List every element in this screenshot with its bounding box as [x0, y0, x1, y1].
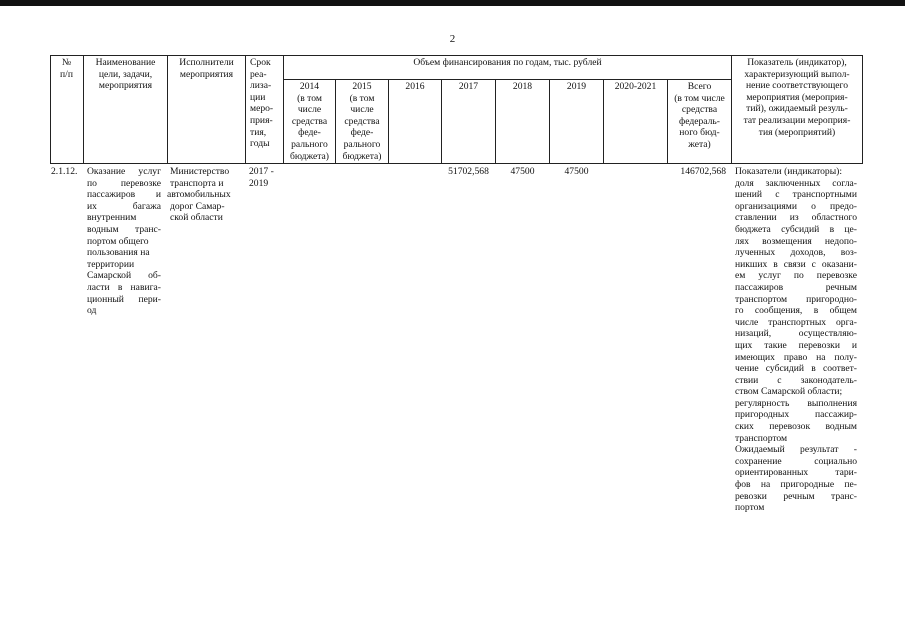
row-value-total: 146702,568 — [680, 166, 726, 177]
header-year-2016: 2016 — [405, 81, 425, 92]
row-value-2017: 51702,568 — [448, 166, 489, 177]
row-indicator: Показатели (индикаторы): доля заключенных согла- шений с транспортными организациями о предо- ставлении из областного бюджета субсидий в це- лях возмещения недопо- лученных доходов, воз- никших в связи с оказани- ем услуг по перевозке пассажиров речным транспортом пригородно- го сообщения, в общем числе транспортных орга- низаций, осуществляю- щих такие перевозки и имеющих право на полу- чение субсидий в соответ- ствии с законодатель- ством Самарской области; регулярность выполнения пригородных пассажир- ских перевозок водным транспортом Ожидаемый результат - сохранение социально ориентированных тари- фов на пригородные пе- ревозки речным транс- портом — [735, 166, 857, 514]
row-executor: Министерство транспорта и автомобильных дорог Самар- ской области — [167, 166, 231, 224]
header-funding-title: Объем финансирования по годам, тыс. рублей — [413, 57, 602, 68]
header-num: № п/п — [60, 57, 73, 80]
header-indicator: Показатель (индикатор), характеризующий выпол- нение соответствующего мероприятия (мероприя- тий), ожидаемый резуль- тат реализации мероприя- тия (мероприятий) — [743, 57, 851, 138]
row-value-2019: 47500 — [564, 166, 589, 177]
header-year-2017: 2017 — [458, 81, 479, 92]
header-year-2019: 2019 — [566, 81, 587, 92]
row-value-2018: 47500 — [510, 166, 535, 177]
header-year-2015: 2015 (в том числе средства феде- рального бюджета) — [342, 81, 382, 162]
header-total: Всего (в том числе средства федераль- ного бюд- жета) — [674, 81, 725, 150]
row-term: 2017 - 2019 — [249, 166, 274, 189]
header-year-2014: 2014 (в том числе средства феде- рального бюджета) — [290, 81, 329, 162]
row-name: Оказание услуг по перевозке пассажиров и их багажа внутренним водным транс- портом общего пользования на территории Самарской об- ласти в навига- ционный пери- од — [87, 166, 161, 317]
row-number: 2.1.12. — [51, 166, 78, 177]
header-executors: Исполнители мероприятия — [179, 57, 234, 80]
header-year-2020-2021: 2020-2021 — [614, 81, 657, 92]
top-border-bar — [0, 0, 905, 6]
header-name: Наименование цели, задачи, мероприятия — [95, 57, 156, 92]
page-number: 2 — [449, 33, 456, 45]
header-term: Срок реа- лиза- ции меро- прия- тия, годы — [250, 57, 274, 150]
header-year-2018: 2018 — [512, 81, 533, 92]
